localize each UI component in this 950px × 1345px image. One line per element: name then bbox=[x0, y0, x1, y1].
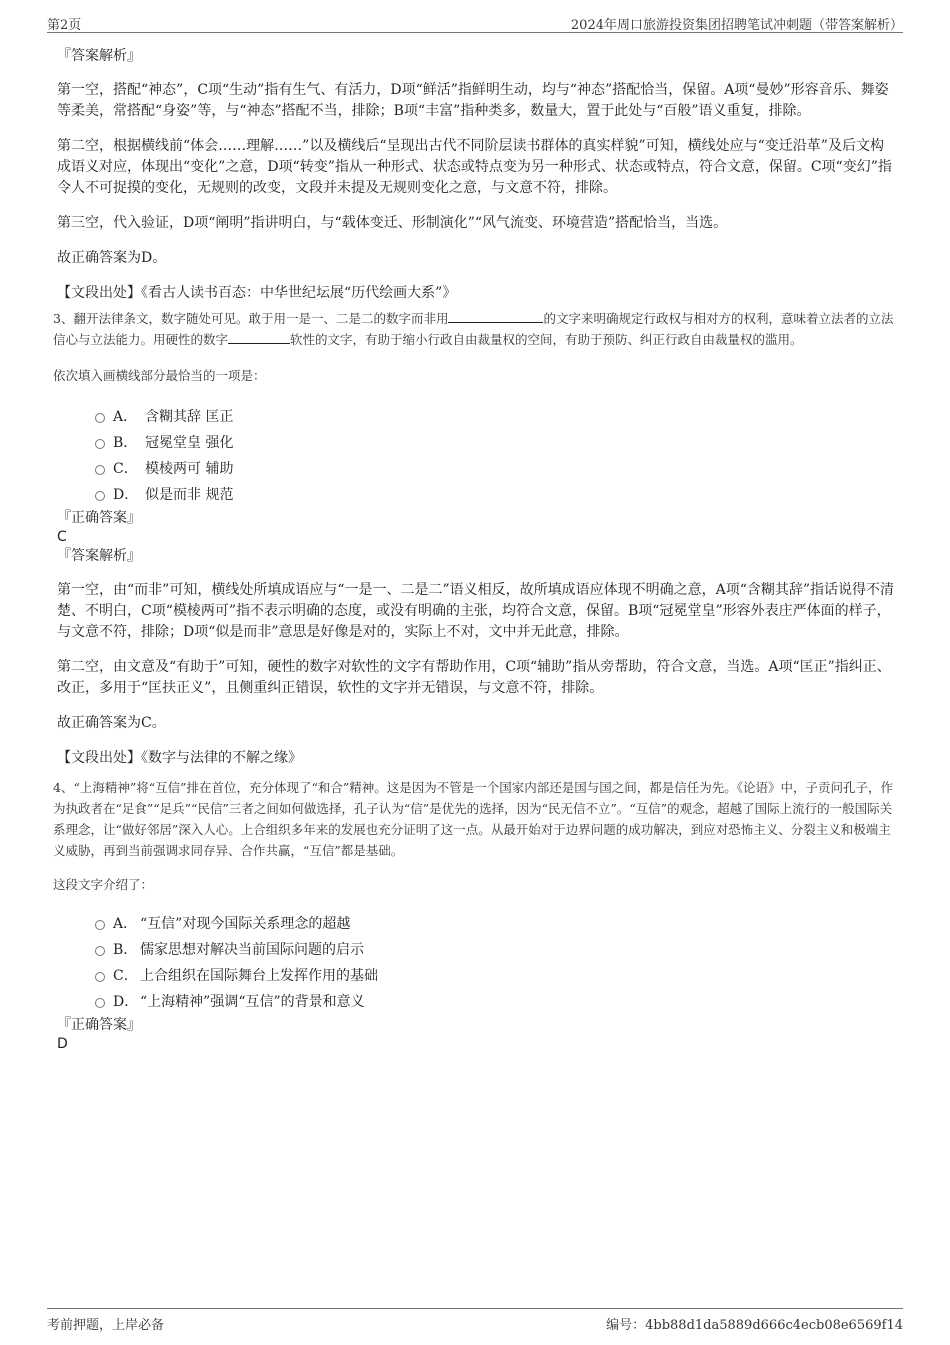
question-4-text: 4、“上海精神”将“互信”排在首位，充分体现了“和合”精神。这是因为不管是一个国家内部还是国与国之间，都是信任为先。《论语》中，子贡问孔子，作为执政者在“足食”“足兵”“民信”三者之间如何做选择，孔子认为“信”是优先的选择，因为“民无信不立”。“互信”的观念，超越了国际上流行的一般国际关系理念，让“做好邻居”深入人心。上合组织多年来的发展也充分证明了这一点。从最开始对于边界问题的成功解决，到应对恐怖主义、分裂主义和极端主义威胁，再到当前强调求同存异、合作共赢，“互信”都是基础。 bbox=[53, 780, 894, 858]
final-answer-statement: 故正确答案为C。 bbox=[57, 715, 166, 731]
analysis-paragraph: 第三空，代入验证，D项“阐明”指讲明白，与“载体变迁、形制演化”“风气流变、环境营造”搭配恰当，当选。 bbox=[57, 215, 728, 231]
option-letter: D． bbox=[113, 487, 139, 503]
page-header bbox=[47, 12, 903, 33]
document-serial: 编号：4bb88d1da5889d666c4ecb08e6569f14 bbox=[606, 1318, 903, 1333]
answer-analysis-label: 『答案解析』 bbox=[57, 548, 141, 564]
option-text: 上合组织在国际舞台上发挥作用的基础 bbox=[140, 968, 378, 984]
document-title: 2024年周口旅游投资集团招聘笔试冲刺题（带答案解析） bbox=[570, 18, 903, 33]
correct-answer-label: 『正确答案』 bbox=[57, 510, 141, 526]
correct-answer: C bbox=[57, 529, 67, 545]
analysis-paragraph: 第一空，由“而非”可知，横线处所填成语应与“一是一、二是二”语义相反，故所填成语应体现不明确之意，A项“含糊其辞”指话说得不清楚、不明白，C项“模棱两可”指不表示明确的态度，或没有明确的主张，均符合文意，保留。B项“冠冕堂皇”形容外表庄严体面的样子，与文意不符，排除；D项“似是而非”意思是好像是对的，实际上不对，文中并无此意，排除。 bbox=[57, 582, 895, 640]
analysis-paragraph: 第二空，由文意及“有助于”可知，硬性的数字对软性的文字有帮助作用，C项“辅助”指从旁帮助，符合文意，当选。A项“匡正”指纠正、改正，多用于“匡扶正义”，且侧重纠正错误，软性的文字并无错误，与文意不符，排除。 bbox=[57, 659, 891, 696]
option-text: 含糊其辞 匡正 bbox=[145, 409, 234, 425]
option-b[interactable] bbox=[95, 937, 897, 963]
radio-button-icon[interactable] bbox=[95, 920, 105, 930]
option-d[interactable] bbox=[95, 989, 897, 1015]
option-a[interactable] bbox=[95, 911, 897, 937]
fill-blank bbox=[448, 310, 543, 323]
fill-blank bbox=[228, 331, 290, 344]
correct-answer: D bbox=[57, 1036, 68, 1052]
option-text: 冠冕堂皇 强化 bbox=[145, 435, 234, 451]
final-answer-statement: 故正确答案为D。 bbox=[57, 250, 167, 266]
option-text: 儒家思想对解决当前国际问题的启示 bbox=[140, 942, 364, 958]
page-footer bbox=[47, 1308, 903, 1331]
text-source: 【文段出处】《数字与法律的不解之缘》 bbox=[57, 750, 302, 766]
page-number: 第2页 bbox=[47, 18, 82, 33]
question-prompt: 这段文字介绍了： bbox=[53, 877, 154, 892]
option-d[interactable] bbox=[95, 482, 897, 508]
radio-button-icon[interactable] bbox=[95, 972, 105, 982]
option-a[interactable] bbox=[95, 404, 897, 430]
question-3-text: 3、翻开法律条文，数字随处可见。敢于用一是一、二是二的数字而非用 的文字来明确规定行政权与相对方的权利，意味着立法者的立法信心与立法能力。用硬性的数字 软性的文字，有助于缩小行政自由裁量权的空间，有助于预防、纠正行政自由裁量权的滥用。 bbox=[53, 311, 894, 347]
radio-button-icon[interactable] bbox=[95, 998, 105, 1008]
radio-button-icon[interactable] bbox=[95, 491, 105, 501]
option-b[interactable] bbox=[95, 430, 897, 456]
option-letter: C． bbox=[113, 461, 138, 477]
radio-button-icon[interactable] bbox=[95, 439, 105, 449]
option-text: “互信”对现今国际关系理念的超越 bbox=[140, 916, 351, 932]
analysis-paragraph: 第二空，根据横线前“体会……理解……”以及横线后“呈现出古代不同阶层读书群体的真实样貌”可知，横线处应与“变迁沿革”及后文构成语义对应，体现出“变化”之意，D项“转变”指从一种形式、状态或特点变为另一种形式、状态或特点，符合文意，保留。C项“变幻”指令人不可捉摸的变化，无规则的改变，文段并未提及无规则变化之意，与文意不符，排除。 bbox=[57, 138, 892, 196]
text-source: 【文段出处】《看古人读书百态：中华世纪坛展“历代绘画大系”》 bbox=[57, 285, 457, 301]
option-text: 似是而非 规范 bbox=[145, 487, 234, 503]
option-text: “上海精神”强调“互信”的背景和意义 bbox=[140, 994, 365, 1010]
radio-button-icon[interactable] bbox=[95, 413, 105, 423]
option-letter: B． bbox=[113, 942, 138, 958]
option-letter: D． bbox=[113, 994, 139, 1010]
answer-analysis-label: 『答案解析』 bbox=[57, 48, 141, 64]
radio-button-icon[interactable] bbox=[95, 465, 105, 475]
option-letter: B． bbox=[113, 435, 138, 451]
footer-slogan: 考前押题，上岸必备 bbox=[47, 1318, 165, 1333]
option-letter: C． bbox=[113, 968, 138, 984]
question-prompt: 依次填入画横线部分最恰当的一项是： bbox=[53, 368, 266, 383]
option-c[interactable] bbox=[95, 456, 897, 482]
option-c[interactable] bbox=[95, 963, 897, 989]
analysis-paragraph: 第一空，搭配“神态”，C项“生动”指有生气、有活力，D项“鲜活”指鲜明生动，均与“神态”搭配恰当，保留。A项“曼妙”形容音乐、舞姿等柔美，常搭配“身姿”等，与“神态”搭配不当，排除；B项“丰富”指种类多，数量大，置于此处与“百般”语义重复，排除。 bbox=[57, 82, 889, 119]
option-letter: A． bbox=[113, 409, 138, 425]
option-text: 模棱两可 辅助 bbox=[145, 461, 234, 477]
radio-button-icon[interactable] bbox=[95, 946, 105, 956]
option-letter: A． bbox=[113, 916, 138, 932]
correct-answer-label: 『正确答案』 bbox=[57, 1017, 141, 1033]
page-content bbox=[53, 46, 897, 1053]
